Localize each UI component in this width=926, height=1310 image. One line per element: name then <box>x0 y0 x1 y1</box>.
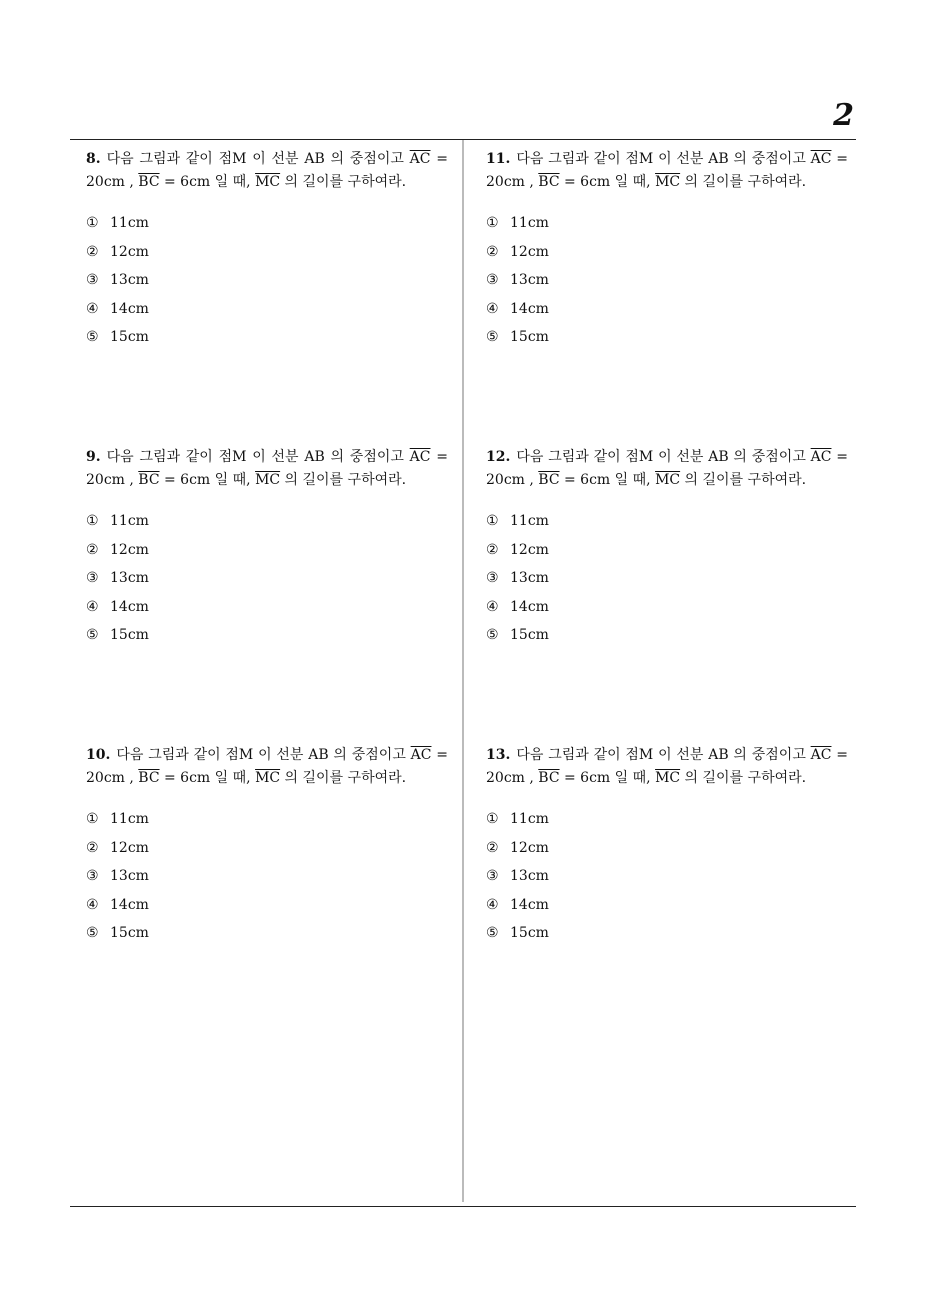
segment-mc: $\overline{MC}$ <box>255 769 281 786</box>
choice-2[interactable] <box>486 536 848 565</box>
choice-3[interactable] <box>486 266 848 295</box>
question-number: 12. <box>486 449 511 465</box>
choice-number-1: ① <box>86 811 99 827</box>
choice-label: 11cm <box>510 513 549 529</box>
choice-list <box>86 805 448 948</box>
choice-label: 15cm <box>110 627 149 644</box>
segment-ac: $\overline{AC}$ <box>810 747 832 763</box>
choice-5[interactable] <box>486 919 848 948</box>
choice-label: 12cm <box>510 541 549 558</box>
choice-number-2: ② <box>86 839 99 856</box>
question-number: 9. <box>86 449 101 465</box>
question-stem <box>86 744 448 789</box>
choice-number-3: ③ <box>486 570 499 587</box>
choice-label: 13cm <box>510 868 549 885</box>
segment-mc: $\overline{MC}$ <box>255 173 281 190</box>
question-9 <box>86 446 448 650</box>
stem-text: 의 길이를 구하여라. <box>680 471 807 488</box>
choice-number-3: ③ <box>86 868 99 885</box>
choice-1[interactable] <box>86 805 448 834</box>
choice-number-4: ④ <box>486 896 499 913</box>
choice-label: 13cm <box>110 570 149 587</box>
stem-text: 다음 그림과 같이 점M 이 선분 AB 의 중점이고 <box>106 449 410 465</box>
choice-3[interactable] <box>86 862 448 891</box>
choice-number-1: ① <box>86 215 99 231</box>
column-divider <box>462 140 464 1202</box>
choice-label: 11cm <box>110 811 149 827</box>
choice-3[interactable] <box>486 564 848 593</box>
stem-text: 다음 그림과 같이 점M 이 선분 AB 의 중점이고 <box>116 747 411 763</box>
question-number: 13. <box>486 747 511 763</box>
choice-number-5: ⑤ <box>86 627 99 644</box>
choice-list <box>86 507 448 650</box>
choice-label: 11cm <box>510 811 549 827</box>
choice-label: 14cm <box>110 896 149 913</box>
choice-number-1: ① <box>486 811 499 827</box>
page-number: 2 <box>833 98 854 133</box>
choice-2[interactable] <box>86 834 448 863</box>
segment-bc: $\overline{BC}$ <box>138 769 160 786</box>
question-stem <box>486 744 848 789</box>
stem-text: 의 길이를 구하여라. <box>680 769 807 786</box>
choice-list <box>86 209 448 352</box>
stem-text: 의 길이를 구하여라. <box>280 173 407 190</box>
choice-number-4: ④ <box>486 300 499 317</box>
stem-text: = 20cm , <box>86 151 448 190</box>
choice-label: 14cm <box>110 598 149 615</box>
choice-2[interactable] <box>86 238 448 267</box>
choice-number-1: ① <box>86 513 99 529</box>
choice-label: 13cm <box>510 272 549 289</box>
question-number: 8. <box>86 151 101 167</box>
choice-number-5: ⑤ <box>486 627 499 644</box>
choice-number-4: ④ <box>86 896 99 913</box>
question-stem <box>486 446 848 491</box>
choice-number-3: ③ <box>86 570 99 587</box>
stem-text: = 6cm 일 때, <box>159 173 256 190</box>
stem-text: = 20cm , <box>486 151 848 190</box>
choice-list <box>486 507 848 650</box>
segment-mc: $\overline{MC}$ <box>655 769 681 786</box>
question-8 <box>86 148 448 352</box>
choice-label: 15cm <box>510 329 549 346</box>
stem-text: = 6cm 일 때, <box>559 769 656 786</box>
segment-bc: $\overline{BC}$ <box>138 173 160 190</box>
segment-bc: $\overline{BC}$ <box>538 471 560 488</box>
choice-2[interactable] <box>486 238 848 267</box>
choice-3[interactable] <box>486 862 848 891</box>
question-10 <box>86 744 448 948</box>
choice-4[interactable] <box>486 295 848 324</box>
choice-label: 13cm <box>510 570 549 587</box>
choice-number-2: ② <box>86 243 99 260</box>
choice-list <box>486 209 848 352</box>
choice-5[interactable] <box>86 323 448 352</box>
choice-label: 15cm <box>510 925 549 942</box>
segment-mc: $\overline{MC}$ <box>255 471 281 488</box>
choice-number-5: ⑤ <box>86 329 99 346</box>
choice-1[interactable] <box>86 209 448 238</box>
choice-label: 14cm <box>510 300 549 317</box>
choice-label: 15cm <box>110 925 149 942</box>
choice-list <box>486 805 848 948</box>
stem-text: 다음 그림과 같이 점M 이 선분 AB 의 중점이고 <box>516 151 811 167</box>
choice-5[interactable] <box>86 621 448 650</box>
stem-text: 의 길이를 구하여라. <box>280 471 407 488</box>
stem-text: 의 길이를 구하여라. <box>280 769 407 786</box>
choice-4[interactable] <box>486 891 848 920</box>
choice-5[interactable] <box>486 621 848 650</box>
choice-label: 14cm <box>510 896 549 913</box>
choice-3[interactable] <box>86 266 448 295</box>
choice-label: 11cm <box>510 215 549 231</box>
choice-3[interactable] <box>86 564 448 593</box>
stem-text: 다음 그림과 같이 점M 이 선분 AB 의 중점이고 <box>106 151 410 167</box>
question-stem <box>86 446 448 491</box>
choice-number-1: ① <box>486 513 499 529</box>
stem-text: = 6cm 일 때, <box>159 769 256 786</box>
stem-text: = 20cm , <box>486 747 848 786</box>
question-13 <box>486 744 848 948</box>
stem-text: = 20cm , <box>86 747 448 786</box>
choice-number-3: ③ <box>486 868 499 885</box>
choice-number-4: ④ <box>486 598 499 615</box>
choice-number-2: ② <box>486 541 499 558</box>
choice-4[interactable] <box>86 593 448 622</box>
choice-4[interactable] <box>86 295 448 324</box>
choice-label: 11cm <box>110 513 149 529</box>
choice-number-2: ② <box>486 839 499 856</box>
choice-5[interactable] <box>86 919 448 948</box>
choice-number-2: ② <box>486 243 499 260</box>
choice-5[interactable] <box>486 323 848 352</box>
choice-label: 14cm <box>510 598 549 615</box>
choice-label: 12cm <box>110 839 149 856</box>
segment-bc: $\overline{BC}$ <box>538 769 560 786</box>
choice-label: 13cm <box>110 272 149 289</box>
choice-number-4: ④ <box>86 300 99 317</box>
stem-text: = 20cm , <box>486 449 848 488</box>
choice-4[interactable] <box>86 891 448 920</box>
stem-text: = 6cm 일 때, <box>559 173 656 190</box>
choice-2[interactable] <box>86 536 448 565</box>
segment-ac: $\overline{AC}$ <box>810 449 832 465</box>
choice-number-2: ② <box>86 541 99 558</box>
stem-text: = 20cm , <box>86 449 448 488</box>
choice-label: 13cm <box>110 868 149 885</box>
choice-number-3: ③ <box>486 272 499 289</box>
footer-rule <box>70 1206 856 1207</box>
choice-label: 12cm <box>510 839 549 856</box>
choice-label: 12cm <box>110 243 149 260</box>
stem-text: = 6cm 일 때, <box>559 471 656 488</box>
stem-text: 다음 그림과 같이 점M 이 선분 AB 의 중점이고 <box>516 449 811 465</box>
choice-2[interactable] <box>486 834 848 863</box>
choice-label: 15cm <box>510 627 549 644</box>
stem-text: 다음 그림과 같이 점M 이 선분 AB 의 중점이고 <box>516 747 811 763</box>
question-12 <box>486 446 848 650</box>
choice-label: 12cm <box>510 243 549 260</box>
segment-bc: $\overline{BC}$ <box>138 471 160 488</box>
segment-ac: $\overline{AC}$ <box>409 151 431 167</box>
choice-1[interactable] <box>486 209 848 238</box>
choice-label: 12cm <box>110 541 149 558</box>
choice-label: 11cm <box>110 215 149 231</box>
stem-text: 의 길이를 구하여라. <box>680 173 807 190</box>
choice-label: 15cm <box>110 329 149 346</box>
choice-1[interactable] <box>86 507 448 536</box>
question-number: 11. <box>486 151 511 167</box>
stem-text: = 6cm 일 때, <box>159 471 256 488</box>
segment-mc: $\overline{MC}$ <box>655 173 681 190</box>
segment-mc: $\overline{MC}$ <box>655 471 681 488</box>
question-number: 10. <box>86 747 111 763</box>
question-stem <box>86 148 448 193</box>
segment-bc: $\overline{BC}$ <box>538 173 560 190</box>
segment-ac: $\overline{AC}$ <box>810 151 832 167</box>
choice-number-1: ① <box>486 215 499 231</box>
choice-number-3: ③ <box>86 272 99 289</box>
choice-number-5: ⑤ <box>486 925 499 942</box>
choice-label: 14cm <box>110 300 149 317</box>
choice-4[interactable] <box>486 593 848 622</box>
choice-number-5: ⑤ <box>86 925 99 942</box>
question-11 <box>486 148 848 352</box>
question-stem <box>486 148 848 193</box>
segment-ac: $\overline{AC}$ <box>409 449 431 465</box>
choice-1[interactable] <box>486 507 848 536</box>
segment-ac: $\overline{AC}$ <box>410 747 432 763</box>
choice-1[interactable] <box>486 805 848 834</box>
choice-number-5: ⑤ <box>486 329 499 346</box>
choice-number-4: ④ <box>86 598 99 615</box>
